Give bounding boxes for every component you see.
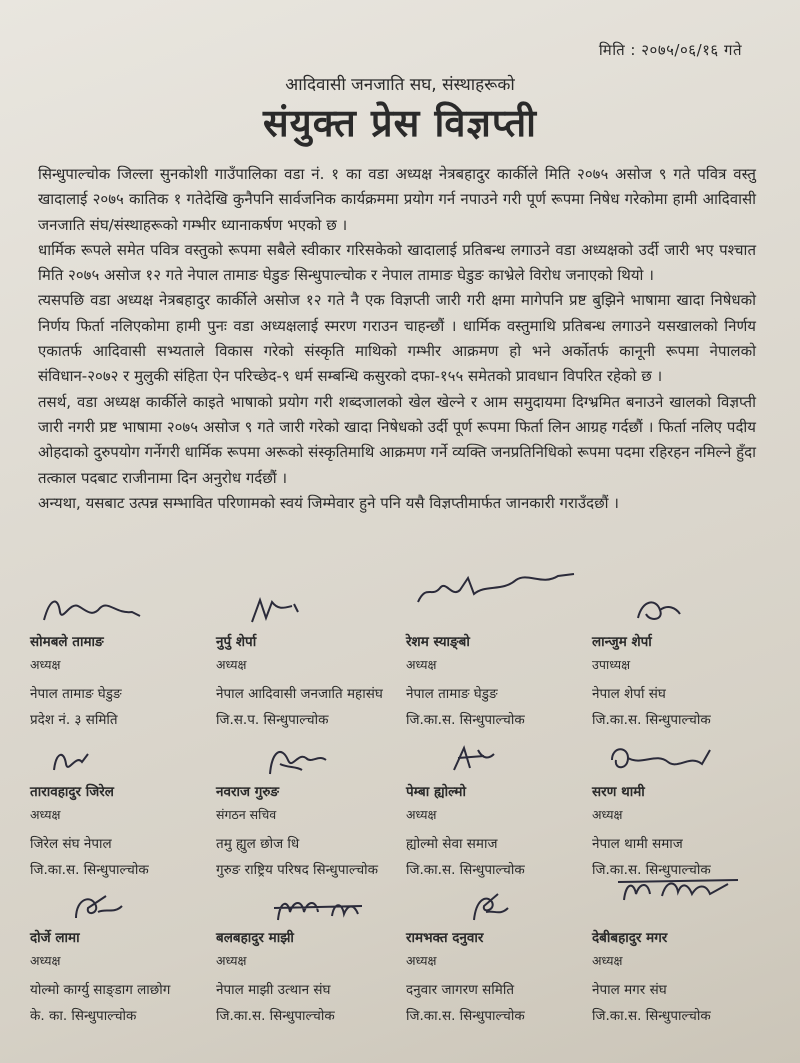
signatory-committee: जि.स.प. सिन्धुपाल्चोक [216, 712, 329, 728]
signatory-committee: जि.का.स. सिन्धुपाल्चोक [406, 862, 525, 878]
signatory-name: बलबहादुर माझी [216, 930, 294, 946]
signatory-name: नुर्पु शेर्पा [216, 634, 257, 650]
signatory-name: पेम्बा ह्योल्मो [406, 784, 466, 800]
signatory [406, 590, 584, 730]
signatory-name: दोर्जे लामा [30, 930, 80, 946]
signatory [216, 886, 394, 1026]
signatory [30, 886, 208, 1026]
signatory-role: अध्यक्ष [30, 657, 61, 672]
signatory-organization: नेपाल तामाङ घेडुङ [406, 686, 498, 702]
signatory-name: देबीबहादुर मगर [592, 930, 668, 946]
signatory [592, 886, 770, 1026]
handwritten-signature [36, 590, 156, 630]
body-text [38, 162, 756, 516]
handwritten-signature [598, 866, 748, 906]
signatory-organization: नेपाल आदिवासी जनजाति महासंघ [216, 686, 383, 702]
signatory-organization: दनुवार जागरण समिति [406, 982, 515, 998]
signatory-name: तारावहादुर जिरेल [30, 784, 114, 800]
signatory-role: अध्यक्ष [30, 807, 61, 822]
signatory-role: संगठन सचिव [216, 807, 277, 822]
signatory [216, 740, 394, 880]
handwritten-signature [598, 740, 718, 780]
signatories-block [30, 590, 770, 1060]
signatory [30, 740, 208, 880]
signatory-organization: ह्योल्मो सेवा समाज [406, 836, 498, 852]
handwritten-signature [412, 740, 532, 780]
signatory-name: रेशम स्याङ्बो [406, 634, 470, 650]
signatory-name: लान्जुम शेर्पा [592, 634, 652, 650]
document-date: मिति : २०७५/०६/१६ गते [598, 41, 742, 59]
signatory-name: नवराज गुरुङ [216, 784, 280, 800]
signatory-name: सोमबले तामाङ [30, 634, 104, 650]
signatory-row [30, 740, 770, 880]
handwritten-signature [222, 740, 342, 780]
handwritten-signature [222, 590, 342, 630]
document-title: संयुक्त प्रेस विज्ञप्ती [262, 100, 538, 145]
signatory-committee: के. का. सिन्धुपाल्चोक [30, 1008, 137, 1024]
signatory [406, 886, 584, 1026]
signatory-committee: जि.का.स. सिन्धुपाल्चोक [216, 1008, 335, 1024]
signatory-organization: योल्मो कार्ग्यु साङ्डाग लाछोग [30, 982, 171, 998]
signatory [592, 740, 770, 880]
signatory-row [30, 886, 770, 1026]
handwritten-signature [598, 590, 718, 630]
signatory-organization: नेपाल मगर संघ [592, 982, 667, 998]
signatory-committee: प्रदेश नं. ३ समिति [30, 712, 118, 728]
signatory-organization: नेपाल तामाङ घेडुङ [30, 686, 122, 702]
paragraph: धार्मिक रूपले समेत पवित्र वस्तुको रूपमा सबैले स्वीकार गरिसकेको खादालाई प्रतिबन्ध लगाउने वडा अध्यक्षको उर्दी जारी भए पश्चात मिति २०७५ असोज १२ गते नेपाल तामाङ घेडुङ सिन्धुपाल्चोक र नेपाल तामाङ घेडुङ काभ्रेले विरोध जनाएको थियो । [38, 240, 756, 285]
paragraph: अन्यथा, यसबाट उत्पन्न सम्भावित परिणामको स्वयं जिम्मेवार हुने पनि यसै विज्ञप्तीमार्फत जानकारी गराउँदछौं । [38, 493, 619, 512]
handwritten-signature [412, 568, 582, 608]
signatory-committee: जि.का.स. सिन्धुपाल्चोक [592, 712, 711, 728]
signatory-committee: जि.का.स. सिन्धुपाल्चोक [406, 1008, 525, 1024]
signatory-organization: नेपाल शेर्पा संघ [592, 686, 666, 702]
signatory-committee: गुरुङ राष्ट्रिय परिषद सिन्धुपाल्चोक [216, 862, 379, 878]
handwritten-signature [222, 886, 372, 926]
signatory [216, 590, 394, 730]
signatory-committee: जि.का.स. सिन्धुपाल्चोक [30, 862, 149, 878]
signatory-name: सरण थामी [592, 784, 645, 800]
signatory-role: अध्यक्ष [216, 953, 247, 968]
signatory-organization: जिरेल संघ नेपाल [30, 836, 112, 852]
signatory-committee: जि.का.स. सिन्धुपाल्चोक [406, 712, 525, 728]
signatory-role: अध्यक्ष [406, 807, 437, 822]
signatory [30, 590, 208, 730]
signatory-row [30, 590, 770, 730]
signatory-role: अध्यक्ष [406, 953, 437, 968]
handwritten-signature [36, 886, 156, 926]
signatory-name: रामभक्त दनुवार [406, 930, 484, 946]
signatory-organization: तमु ह्युल छोज धि [216, 836, 300, 852]
paragraph: सिन्धुपाल्चोक जिल्ला सुनकोशी गाउँपालिका वडा नं. १ का वडा अध्यक्ष नेत्रबहादुर कार्कीले मिति २०७५ असोज ९ गते पवित्र वस्तु खादालाई २०७५ कातिक १ गतेदेखि कुनैपनि सार्वजनिक कार्यक्रममा प्रयोग गर्न नपाउने गरी पूर्ण रूपमा निषेध गरेकोमा हामी आदिवासी जनजाति संघ/संस्थाहरूको गम्भीर ध्यानाकर्षण भएको छ । [38, 165, 756, 234]
signatory-role: अध्यक्ष [30, 953, 61, 968]
signatory-organization: नेपाल माझी उत्थान संघ [216, 982, 331, 998]
signatory-committee: जि.का.स. सिन्धुपाल्चोक [592, 862, 711, 878]
signatory-role: अध्यक्ष [216, 657, 247, 672]
paragraph: त्यसपछि वडा अध्यक्ष नेत्रबहादुर कार्कीले असोज १२ गते नै एक विज्ञप्ती जारी गरी क्षमा मागेपनि प्रष्ट बुझिने भाषामा खादा निषेधको निर्णय फिर्ता नलिएकोमा हामी पुनः वडा अध्यक्षलाई स्मरण गराउन चाहन्छौं । धार्मिक वस्तुमाथि प्रतिबन्ध लगाउने यसखालको निर्णय एकातर्फ आदिवासी सभ्यताले विकास गरेको संस्कृति माथिको गम्भीर आक्रमण हो भने अर्कोतर्फ कानूनी रूपमा नेपालको संविधान-२०७२ र मुलुकी संहिता ऐन परिच्छेद-९ धर्म सम्बन्धि कसुरको दफा-१५५ समेतको प्रावधान विपरित रहेको छ । [38, 291, 756, 386]
handwritten-signature [412, 886, 532, 926]
signatory-organization: नेपाल थामी समाज [592, 836, 683, 852]
signatory-role: अध्यक्ष [592, 953, 623, 968]
signatory [592, 590, 770, 730]
signatory-role: अध्यक्ष [406, 657, 437, 672]
handwritten-signature [36, 740, 156, 780]
issuer-heading: आदिवासी जनजाति सघ, संस्थाहरूको [285, 75, 515, 95]
paragraph: तसर्थ, वडा अध्यक्ष कार्कीले काइते भाषाको प्रयोग गरी शब्दजालको खेल खेल्ने र आम समुदायमा दिग्भ्रमित बनाउने खालको विज्ञप्ती जारी नगरी प्रष्ट भाषामा २०७५ असोज ९ गते जारी गरेको खादा निषेधको उर्दी पूर्ण रूपमा फिर्ता लिन आग्रह गर्दछौं । फिर्ता नलिए पदीय ओहदाको दुरुपयोग गर्नेगरी धार्मिक रूपमा अरूको संस्कृतिमाथि आक्रमण गर्ने व्यक्ति जनप्रतिनिधिको रूपमा पदमा रहिरहन नमिल्ने हुँदा तत्काल पदबाट राजीनामा दिन अनुरोध गर्दछौं । [38, 392, 756, 487]
signatory-role: अध्यक्ष [592, 807, 623, 822]
signatory-committee: जि.का.स. सिन्धुपाल्चोक [592, 1008, 711, 1024]
signatory [406, 740, 584, 880]
signatory-role: उपाध्यक्ष [592, 657, 631, 672]
